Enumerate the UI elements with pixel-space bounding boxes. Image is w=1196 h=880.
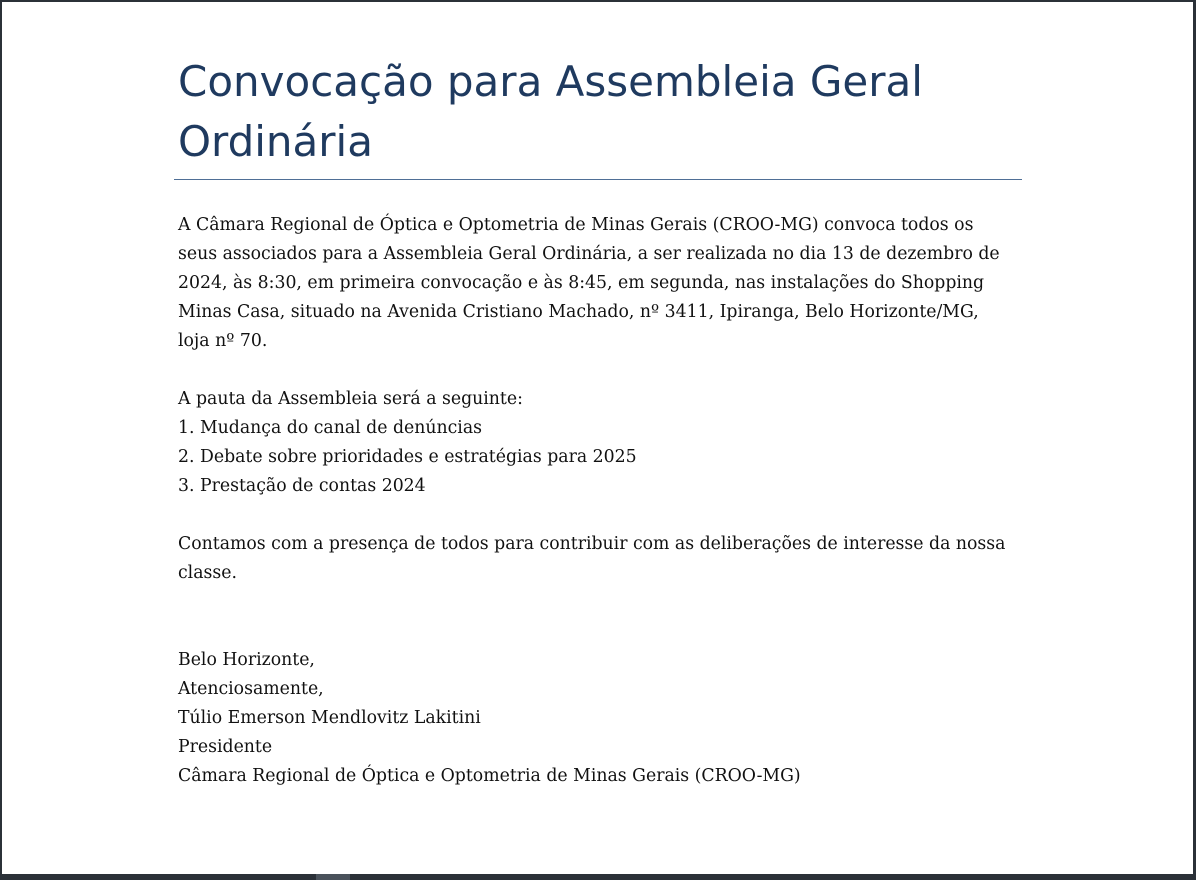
closing-paragraph: Contamos com a presença de todos para contribuir com as deliberações de interesse da nossa classe.	[178, 534, 1006, 583]
signature-place: Belo Horizonte,	[178, 650, 315, 670]
intro-paragraph: A Câmara Regional de Óptica e Optometria de Minas Gerais (CROO-MG) convoca todos os seus associados para a Assembleia Geral Ordinária, a ser realizada no dia 13 de dezembro de 2024, às 8:30, em primeira convocação e às 8:45, em segunda, nas instalações do Shopping Minas Casa, situado na Avenida Cristiano Machado, nº 3411, Ipiranga, Belo Horizonte/MG, loja nº 70.	[178, 215, 1000, 351]
document-title: Convocação para Assembleia Geral Ordinária	[178, 57, 923, 166]
agenda-item: 3. Prestação de contas 2024	[178, 476, 426, 496]
signature-salutation: Atenciosamente,	[178, 679, 324, 699]
scrollbar-thumb[interactable]	[316, 874, 350, 880]
paragraph-spacer	[178, 356, 1008, 385]
signature-role: Presidente	[178, 737, 273, 757]
agenda-heading: A pauta da Assembleia será a seguinte:	[178, 389, 523, 409]
signature-organization: Câmara Regional de Óptica e Optometria de Minas Gerais (CROO-MG)	[178, 766, 801, 786]
agenda-item: 2. Debate sobre prioridades e estratégias para 2025	[178, 447, 637, 467]
horizontal-scrollbar[interactable]	[0, 874, 1196, 880]
title-divider	[174, 179, 1022, 180]
signature-name: Túlio Emerson Mendlovitz Lakitini	[178, 708, 481, 728]
agenda-item: 1. Mudança do canal de denúncias	[178, 418, 483, 438]
paragraph-spacer	[178, 588, 1008, 646]
paragraph-spacer	[178, 501, 1008, 530]
document-page	[2, 2, 1193, 874]
document-body	[178, 211, 1008, 791]
